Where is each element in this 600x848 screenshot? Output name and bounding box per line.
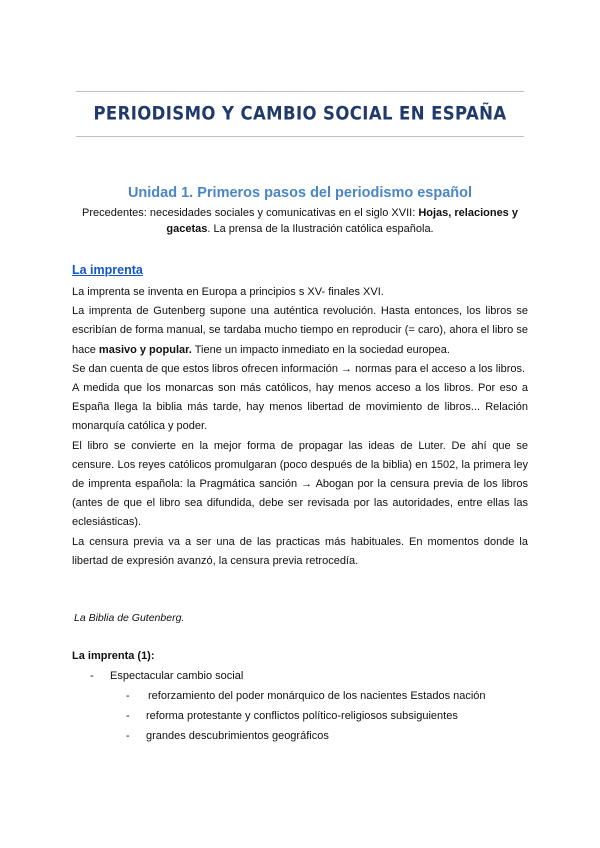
list-item-text: reforzamiento del poder monárquico de los nacientes Estados nación [148,690,486,702]
list-item [126,686,486,706]
list-level-1 [90,667,243,686]
top-rule [76,91,524,92]
page-title: PERIODISMO Y CAMBIO SOCIAL EN ESPAÑA [93,102,507,125]
precedents-bold: Hojas, relaciones y gacetas [166,207,518,235]
paragraph-5: El libro se convierte en la mejor forma de propagar las ideas de Luter. De ahí que se censure. Los reyes católicos promulgaran (poco después de la biblia) en 1502, la primera ley de imprenta española: la Pragmática sanción → Abogan por la censura previa de los libros (antes de que el libro sea difundida, debe ser revisada por las autoridades, entre ellas las eclesiásticas). [72,439,528,529]
paragraph-6: La censura previa va a ser una de las practicas más habituales. En momentos donde la libertad de expresión avanzó, la censura previa retrocedía. [72,535,528,567]
list-item [126,726,486,746]
list-item-text: reforma protestante y conflictos político-religiosos subsiguientes [146,710,458,722]
paragraph-3: Se dan cuenta de que estos libros ofrecen información → normas para el acceso a los libros. [72,362,526,375]
list-level-2 [126,686,486,746]
list-item [126,706,486,726]
paragraph-2-before: La imprenta de Gutenberg supone una auténtica revolución. Hasta entonces, los libros se escribían de forma manual, se tardaba mucho tiempo en reproducir (= caro), ahora el libro se hace [72,305,528,356]
paragraph-2-after: Tiene un impacto inmediato en la sociedad europea. [191,343,450,356]
list-item-text: grandes descubrimientos geográficos [146,730,329,742]
section-heading-imprenta: La imprenta [72,263,143,277]
bullet-dash: - [126,690,130,702]
bottom-rule [76,136,524,137]
unit-precedents [80,205,520,237]
image-caption: La Biblia de Gutenberg. [74,612,185,624]
bullet-dash: - [90,670,94,682]
paragraph-1: La imprenta se inventa en Europa a principios s XV- finales XVI. [72,286,384,298]
precedents-prefix: Precedentes: necesidades sociales y comunicativas en el siglo XVII: [82,207,419,219]
section-body [72,283,528,571]
bullet-dash: - [126,730,130,742]
precedents-suffix: . La prensa de la Ilustración católica española. [207,223,434,235]
paragraph-2 [72,302,528,360]
list-item-text: Espectacular cambio social [110,670,244,682]
unit-title: Unidad 1. Primeros pasos del periodismo español [127,185,473,201]
bullet-dash: - [126,710,130,722]
paragraph-2-bold: masivo y popular. [98,343,192,356]
subsection-heading: La imprenta (1): [72,650,155,662]
list-item [90,667,243,686]
paragraph-4: A medida que los monarcas son más católicos, hay menos acceso a los libros. Por eso a España llega la biblia más tarde, hay menos libertad de movimiento de libros... Relación monarquía católica y poder. [72,382,528,433]
